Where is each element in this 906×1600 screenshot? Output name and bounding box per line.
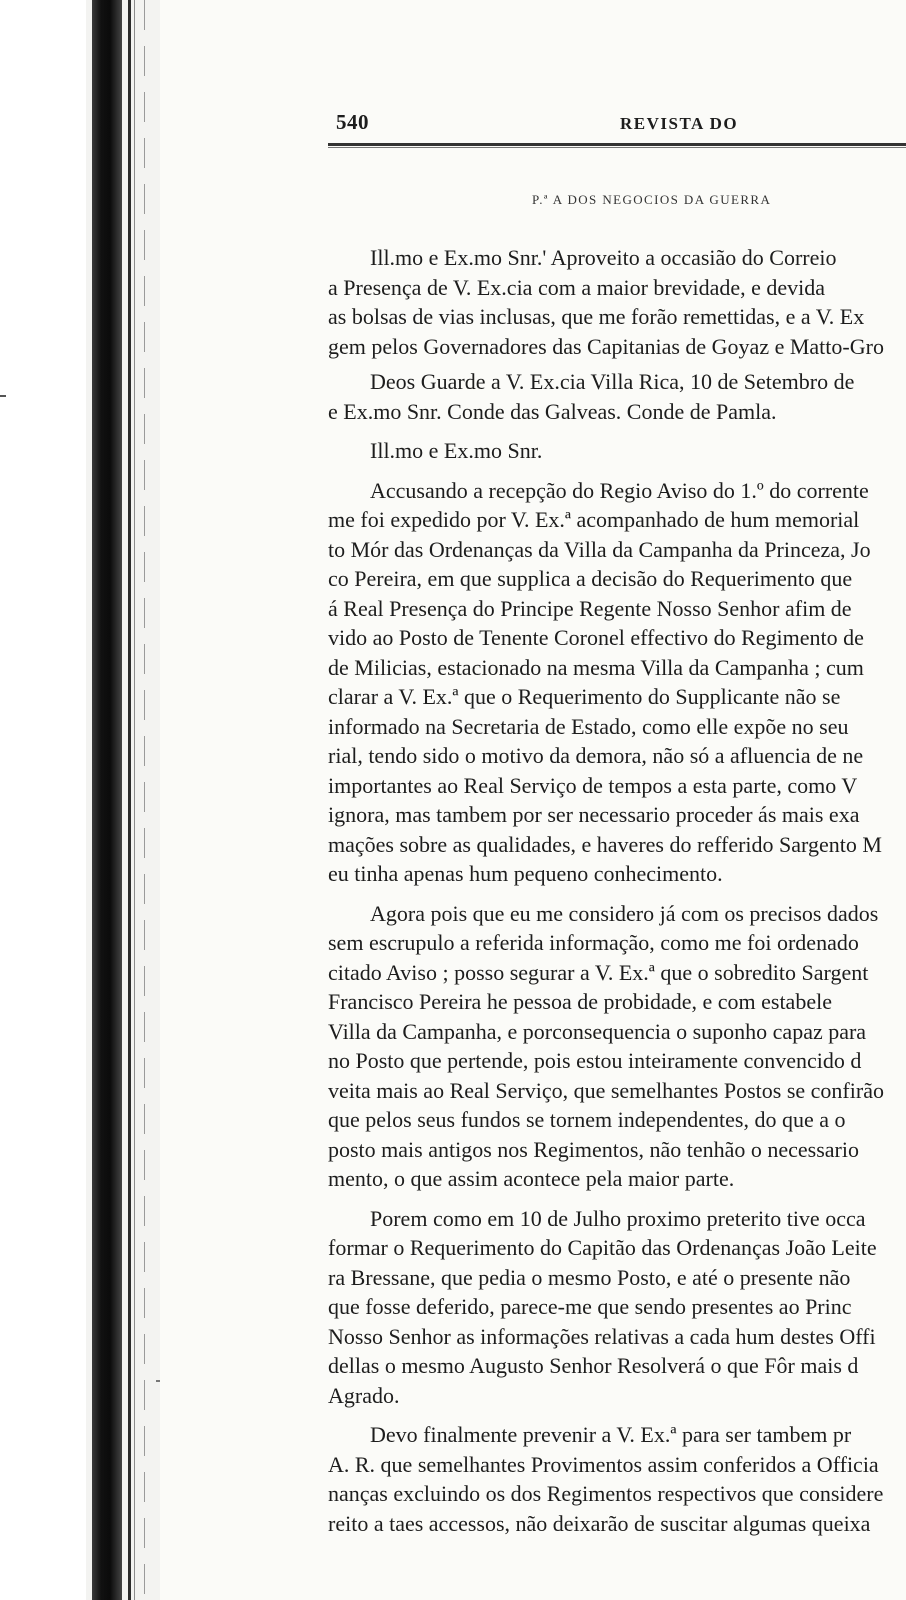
running-head [328, 110, 906, 140]
margin-mark [156, 1380, 160, 1382]
spine-edge-line [128, 0, 131, 1600]
text-line: e Ex.mo Snr. Conde das Galveas. Conde de Pamla. [328, 398, 777, 424]
text-line: Francisco Pereira he pessoa de probidade, e com estabele [328, 989, 832, 1014]
text-line: Porem como em 10 de Julho proximo preterito tive occa [370, 1205, 866, 1231]
text-line: de Milicias, estacionado na mesma Villa da Campanha ; cum [328, 654, 864, 680]
text-line: Deos Guarde a V. Ex.cia Villa Rica, 10 de Setembro de [370, 369, 855, 394]
text-line: dellas o mesmo Augusto Senhor Resolverá o que Fôr mais d [328, 1353, 859, 1378]
text-line: rial, tendo sido o motivo da demora, não só a afluencia de ne [328, 743, 864, 768]
text-line: A. R. que semelhantes Provimentos assim conferidos a Officia [328, 1451, 879, 1477]
text-line: gem pelos Governadores das Capitanias de Goyaz e Matto-Gro [328, 333, 884, 359]
text-line: posto mais antigos nos Regimentos, não tenhão o necessario [328, 1136, 859, 1162]
text-line: ignora, mas tambem por ser necessario proceder ás mais exa [328, 802, 860, 827]
text-line: que fosse deferido, parece-me que sendo presentes ao Princ [328, 1294, 852, 1319]
book-gutter [0, 0, 160, 1600]
spine-thin-line [134, 0, 135, 1600]
text-line: importantes ao Real Serviço de tempos a esta parte, como V [328, 772, 858, 798]
section-heading: P.ª A DOS NEGOCIOS DA GUERRA [532, 192, 772, 207]
text-line: citado Aviso ; posso segurar a V. Ex.ª que o sobredito Sargent [328, 959, 869, 985]
text-line: me foi expedido por V. Ex.ª acompanhado de hum memorial [328, 507, 860, 532]
text-line: Nosso Senhor as informações relativas a cada hum destes Offi [328, 1323, 876, 1349]
text-line: que pelos seus fundos se tornem independentes, do que a o [328, 1107, 846, 1132]
running-title: REVISTA DO [620, 114, 739, 133]
text-line: informado na Secretaria de Estado, como elle expõe no seu [328, 713, 849, 739]
text-line: ra Bressane, que pedia o mesmo Posto, e até o presente não [328, 1264, 851, 1290]
text-line: formar o Requerimento do Capitão das Ordenanças João Leite [328, 1235, 877, 1260]
text-line: sem escrupulo a referida informação, como me foi ordenado [328, 930, 859, 955]
text-line: Accusando a recepção do Regio Aviso do 1.º do corrente [370, 477, 869, 503]
text-line: reito a taes accessos, não deixarão de suscitar algumas queixa [328, 1510, 871, 1536]
page-number: 540 [336, 110, 369, 134]
text-line: eu tinha apenas hum pequeno conhecimento. [328, 861, 723, 886]
page [328, 0, 906, 1600]
text-line: to Mór das Ordenanças da Villa da Campanha da Princeza, Jo [328, 536, 871, 562]
text-line: Ill.mo e Ex.mo Snr.' Aproveito a occasião do Correio [370, 245, 837, 270]
book-spine [92, 0, 122, 1600]
text-line: clarar a V. Ex.ª que o Requerimento do Supplicante não se [328, 684, 841, 709]
text-line: Agrado. [328, 1382, 400, 1408]
spine-dashed-line [144, 0, 145, 1600]
text-line: veita mais ao Real Serviço, que semelhantes Postos se confirão [328, 1077, 884, 1103]
text-line: Devo finalmente prevenir a V. Ex.ª para ser tambem pr [370, 1422, 852, 1447]
header-rule [328, 143, 906, 146]
text-line: no Posto que pertende, pois estou inteiramente convencido d [328, 1048, 862, 1073]
text-line: Ill.mo e Ex.mo Snr. [370, 438, 543, 463]
margin-mark [0, 395, 6, 397]
text-line: a Presença de V. Ex.cia com a maior brevidade, e devida [328, 274, 826, 300]
text-line: co Pereira, em que supplica a decisão do Requerimento que [328, 566, 853, 591]
text-line: vido ao Posto de Tenente Coronel effectivo do Regimento de [328, 625, 864, 650]
text-line: mento, o que assim acontece pela maior parte. [328, 1166, 735, 1191]
text-line: Villa da Campanha, e porconsequencia o suponho capaz para [328, 1018, 867, 1044]
text-line: nanças excluindo os dos Regimentos respectivos que considere [328, 1481, 884, 1506]
text-line: mações sobre as qualidades, e haveres do refferido Sargento M [328, 831, 882, 857]
text-line: á Real Presença do Principe Regente Nosso Senhor afim de [328, 595, 852, 621]
text-line: Agora pois que eu me considero já com os precisos dados [370, 900, 879, 926]
text-line: as bolsas de vias inclusas, que me forão remettidas, e a V. Ex [328, 304, 865, 329]
body-text [328, 243, 906, 1538]
header-rule-thin [328, 147, 906, 148]
